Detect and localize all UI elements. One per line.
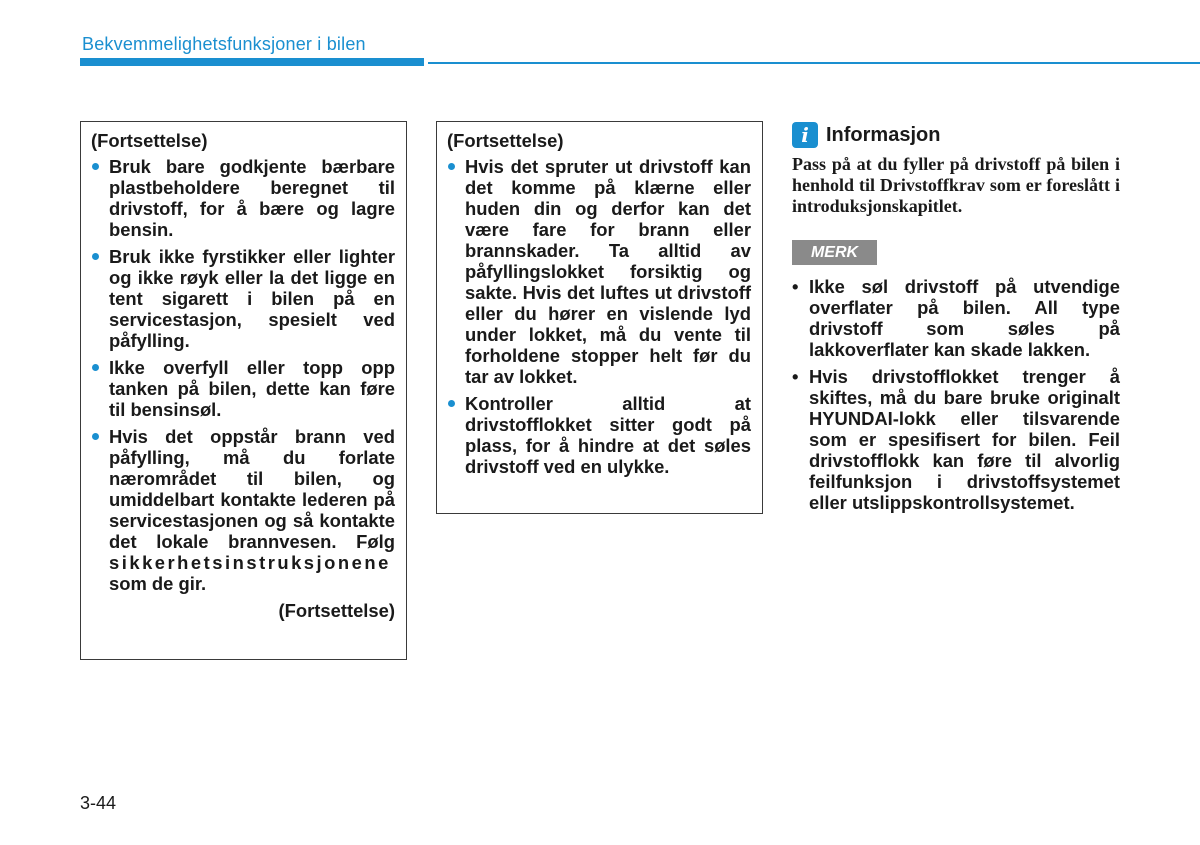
list-item-text: Hvis det oppstår brann ved påfylling, må du forlate nærområdet til bilen, og umiddelbart kontakte lederen på servicestasjonen og så kontakte det lokale brannvesen. Følg [109,426,395,552]
warning-list [447,156,751,477]
note-badge: MERK [792,240,877,265]
list-item: Hvis det spruter ut drivstoff kan det komme på klærne eller huden din og derfor kan det være fare for brann eller brannskader. Ta alltid av påfyllingslokket forsiktig og sakte. Hvis det luftes ut drivstoff eller du hører en vislende lyd under lokket, må du vente til forholdene stopper helt før du tar av lokket. [447,156,751,387]
list-item: Ikke overfyll eller topp opp tanken på bilen, dette kan føre til bensinsøl. [91,357,395,420]
list-item: Kontroller alltid at drivstofflokket sitter godt på plass, for å hindre at det søles drivstoff ved en ulykke. [447,393,751,477]
information-title: Informasjon [826,123,941,146]
info-icon: i [792,122,818,148]
list-item: • Hvis drivstofflokket trenger å skiftes, må du bare bruke originalt HYUNDAI-lokk eller tilsvarende som er spesifisert for bilen. Feil drivstofflokk kan føre til alvorlig feilfunksjon i drivstoffsystemet eller utslippskontrollsystemet. [792,366,1120,513]
header-rule [428,62,1200,64]
warning-list [91,156,395,594]
list-item: • Ikke søl drivstoff på utvendige overflater på bilen. All type drivstoff som søles på lakkoverflater kan skade lakken. [792,276,1120,360]
list-item: Bruk ikke fyrstikker eller lighter og ikke røyk eller la det ligge en tent sigarett i bilen på en servicestasjon, spesielt ved påfylling. [91,246,395,351]
information-section [792,122,1120,217]
information-text: Pass på at du fyller på drivstoff på bilen i henhold til Drivstoffkrav som er foreslått i introduksjonskapitlet. [792,154,1120,216]
page-number: 3-44 [80,793,117,813]
list-item [91,426,395,594]
list-item: Bruk bare godkjente bærbare plastbeholdere beregnet til drivstoff, for å bære og lagre bensin. [91,156,395,240]
continued-label-top: (Fortsettelse) [447,130,564,151]
note-list [792,276,1120,513]
list-item-text-end: som de gir. [109,573,207,594]
continued-label-top: (Fortsettelse) [91,130,208,151]
warning-box-middle [436,121,763,514]
header-accent-bar [80,58,424,66]
continued-label-bottom: (Fortsettelse) [278,600,395,621]
information-heading [792,122,1120,148]
note-section [792,276,1120,519]
warning-box-left [80,121,407,660]
list-item-spaced-word: sikkerhetsinstruksjonene [109,552,391,573]
section-header-title: Bekvemmelighetsfunksjoner i bilen [82,34,366,54]
